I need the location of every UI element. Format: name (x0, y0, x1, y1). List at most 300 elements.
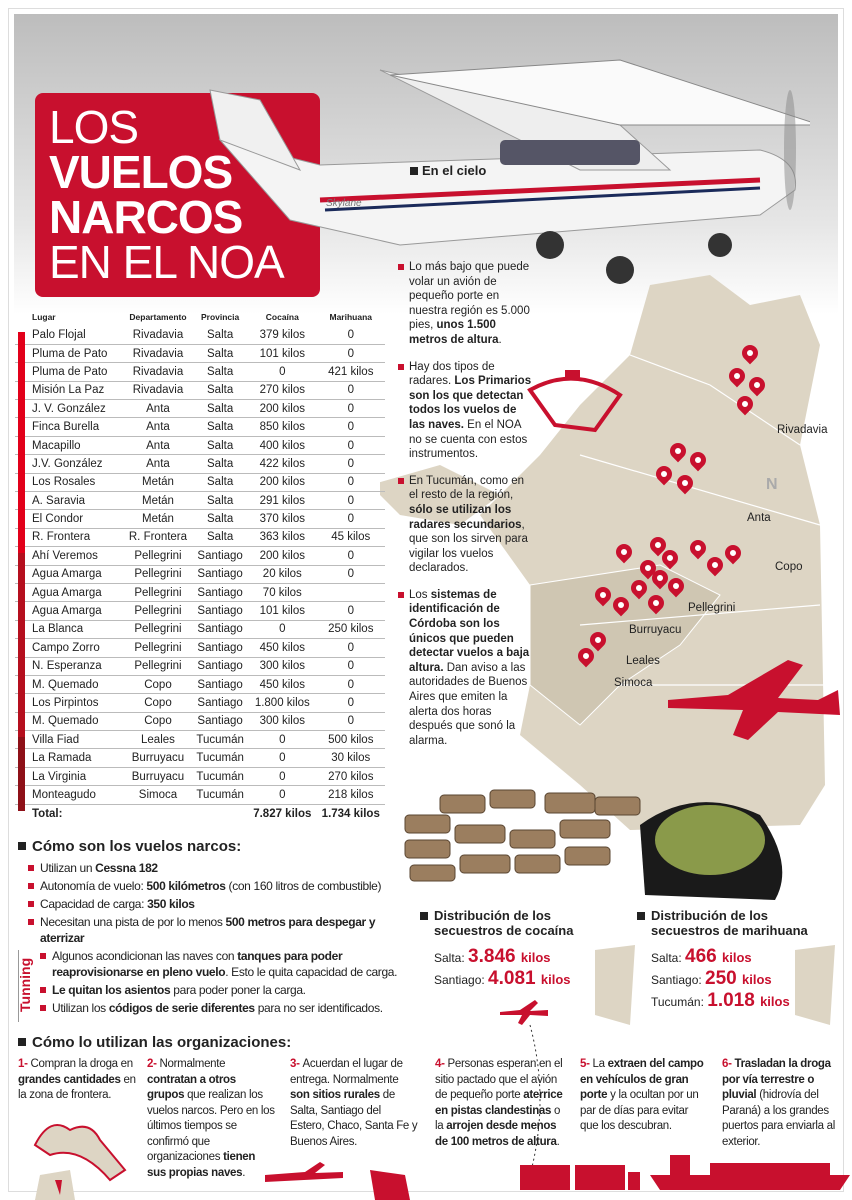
dist-title: Distribución de los secuestros de marihuana (651, 908, 808, 938)
table-row (15, 749, 385, 767)
table-row (15, 694, 385, 712)
table-cell: Salta (192, 400, 248, 418)
table-cell: Agua Amarga (15, 565, 124, 583)
table-cell: 291 kilos (248, 492, 316, 510)
table-cell: M. Quemado (15, 675, 124, 693)
table-cell: Finca Burella (15, 418, 124, 436)
table-cell: 0 (317, 381, 385, 399)
bullet-icon (28, 919, 34, 925)
table-header-row (15, 310, 385, 326)
table-cell: Santiago (192, 639, 248, 657)
table-cell: 200 kilos (248, 473, 316, 491)
text: Personas esperan en el sitio pactado que el avión de pequeño porte (435, 1058, 563, 1101)
table-row (15, 400, 385, 418)
bold-text: arrojen desde menos de 100 metros de altura (435, 1120, 557, 1148)
bold-text: 500 kilómetros (146, 879, 226, 893)
organization-step (722, 1057, 850, 1150)
table-row (15, 602, 385, 620)
table-cell: J. V. González (15, 400, 124, 418)
text: Los (409, 588, 431, 601)
text: Dan aviso a las autoridades de Buenos Aires que emiten la alerta dos horas después que sonó la alarma. (409, 661, 528, 747)
distribution-unit: kilos (520, 950, 551, 965)
map-label-burruyacu: Burruyacu (629, 624, 682, 636)
fact-item (398, 360, 533, 462)
table-cell: Pluma de Pato (15, 344, 124, 362)
table-cell: Copo (124, 675, 192, 693)
table-cell: Pellegrini (124, 583, 192, 601)
fact-item (398, 260, 533, 348)
text: . Esto le quita capacidad de carga. (225, 965, 398, 979)
table-cell: Ahí Veremos (15, 547, 124, 565)
bold-text: sistemas de identificación de Córdoba son los únicos que pueden detectar vuelos a baja altura. (409, 588, 530, 674)
table-cell: Santiago (192, 565, 248, 583)
table-row (15, 767, 385, 785)
text: en la zona de frontera. (18, 1073, 136, 1101)
map-label-simoca: Simoca (614, 677, 653, 689)
sky-label-text: En el cielo (422, 163, 487, 178)
distribution-label: Santiago: (434, 973, 489, 987)
map-label-leales: Leales (626, 655, 660, 667)
text: . (556, 1135, 560, 1148)
organizaciones-heading (18, 1034, 291, 1051)
table-cell: 0 (317, 473, 385, 491)
table-cell: 30 kilos (317, 749, 385, 767)
text: para poder poner la carga. (170, 983, 306, 997)
table-row (15, 786, 385, 804)
title-line: NARCOS (49, 191, 243, 243)
text: Algunos acondicionan las naves con (52, 949, 238, 963)
table-cell: Salta (192, 344, 248, 362)
table-row (15, 363, 385, 381)
fact-item (398, 474, 533, 576)
fact-item (398, 588, 533, 749)
table-cell: 500 kilos (317, 731, 385, 749)
distribution-label: Santiago: (651, 973, 706, 987)
table-cell: Agua Amarga (15, 583, 124, 601)
table-cell: 270 kilos (248, 381, 316, 399)
table-cell: Salta (192, 326, 248, 344)
text: La (592, 1058, 608, 1070)
table-cell: Macapillo (15, 436, 124, 454)
organization-step (580, 1057, 708, 1135)
table-row (15, 381, 385, 399)
bullet-icon (28, 865, 34, 871)
table-cell: Pellegrini (124, 620, 192, 638)
table-row (15, 657, 385, 675)
table-cell: Tucumán (192, 786, 248, 804)
table-cell: Anta (124, 455, 192, 473)
title-line: VUELOS (49, 146, 233, 198)
table-cell: M. Quemado (15, 712, 124, 730)
text: Utilizan los (52, 1001, 109, 1015)
table-cell: J.V. González (15, 455, 124, 473)
table-cell: Metán (124, 473, 192, 491)
table-cell: Tucumán (192, 749, 248, 767)
table-row (15, 492, 385, 510)
heading-text: Cómo lo utilizan las organizaciones: (32, 1034, 292, 1051)
table-cell: Villa Fiad (15, 731, 124, 749)
text: . (242, 1166, 246, 1179)
distribution-value: 4.081 (488, 968, 541, 989)
table-cell: Pellegrini (124, 602, 192, 620)
table-cell: Leales (124, 731, 192, 749)
table-cell: 300 kilos (248, 712, 316, 730)
table-cell: 70 kilos (248, 583, 316, 601)
table-row (15, 620, 385, 638)
table-cell: Anta (124, 418, 192, 436)
table-cell: Santiago (192, 583, 248, 601)
title-line: LOS (49, 101, 139, 153)
bullet-icon (40, 953, 46, 959)
table-cell: 200 kilos (248, 400, 316, 418)
heading-text: Cómo son los vuelos narcos: (32, 838, 242, 855)
table-cell: Salta (192, 492, 248, 510)
list-item (28, 860, 416, 876)
total-cell: 7.827 kilos (253, 807, 312, 820)
table-row (15, 436, 385, 454)
distribution-value: 3.846 (468, 946, 521, 967)
table-cell: Santiago (192, 547, 248, 565)
table-cell: 0 (317, 639, 385, 657)
table-cell: 0 (317, 418, 385, 436)
table-cell: La Ramada (15, 749, 124, 767)
step-number: 3- (290, 1058, 303, 1070)
table-cell: Campo Zorro (15, 639, 124, 657)
seizures-table (15, 310, 385, 823)
table-row (15, 344, 385, 362)
text: Normalmente (159, 1058, 226, 1070)
bold-text: Le quitan los asientos (52, 983, 171, 997)
table-row (15, 510, 385, 528)
table-cell: 218 kilos (317, 786, 385, 804)
table-cell: 20 kilos (248, 565, 316, 583)
table-cell: 101 kilos (248, 602, 316, 620)
text: Necesitan una pista de por lo menos (40, 915, 226, 929)
table-cell: 0 (248, 731, 316, 749)
table-cell: Salta (192, 528, 248, 546)
table-cell: 422 kilos (248, 455, 316, 473)
table-cell: Copo (124, 694, 192, 712)
table-cell: 0 (317, 712, 385, 730)
como-son-heading (18, 838, 241, 855)
table-cell: 250 kilos (317, 620, 385, 638)
bullet-icon (398, 264, 404, 270)
distribution-unit: kilos (540, 972, 571, 987)
table-cell: Salta (192, 418, 248, 436)
bold-text: sólo se utilizan los radares secundarios (409, 503, 522, 531)
table-cell: 0 (317, 694, 385, 712)
table-cell: Salta (192, 436, 248, 454)
table-cell: Pellegrini (124, 565, 192, 583)
table-cell: Agua Amarga (15, 602, 124, 620)
facts-list (398, 260, 533, 760)
organization-step (435, 1057, 563, 1150)
table-cell: 0 (248, 363, 316, 381)
bullet-icon (18, 1038, 26, 1046)
table-cell: Santiago (192, 675, 248, 693)
title-line: EN EL NOA (49, 236, 284, 288)
distribution-value: 250 (705, 968, 743, 989)
table-cell: Palo Flojal (15, 326, 124, 344)
table-cell: 400 kilos (248, 436, 316, 454)
table-row (15, 418, 385, 436)
table-cell: Misión La Paz (15, 381, 124, 399)
table-cell: Burruyacu (124, 767, 192, 785)
table-cell: 370 kilos (248, 510, 316, 528)
distribution-unit: kilos (742, 972, 772, 987)
step-number: 6- (722, 1058, 735, 1070)
step-number: 2- (147, 1058, 160, 1070)
table-cell: El Condor (15, 510, 124, 528)
table-cell: Tucumán (192, 731, 248, 749)
table-row (15, 712, 385, 730)
map-label-anta: Anta (747, 512, 771, 524)
plane-icon (265, 1160, 345, 1190)
table-cell: 0 (248, 767, 316, 785)
distribution-value: 1.018 (707, 990, 761, 1011)
table-cell: 0 (317, 657, 385, 675)
text: (con 160 litros de combustible) (225, 879, 382, 893)
table-cell: Rivadavia (124, 363, 192, 381)
text: En el NOA no se cuenta con estos instrumentos. (409, 418, 528, 461)
trucks-icon (520, 1160, 640, 1190)
organization-step (147, 1057, 275, 1181)
dist-title: Distribución de los secuestros de cocaína (434, 908, 574, 938)
table-cell: Santiago (192, 602, 248, 620)
bullet-icon (28, 901, 34, 907)
table-row (15, 473, 385, 491)
bullet-icon (398, 592, 404, 598)
province-silhouette (790, 945, 840, 1030)
distribution-label: Tucumán: (651, 995, 708, 1009)
list-item (40, 948, 415, 980)
bold-text: extraen del campo en vehículos de gran porte (580, 1058, 704, 1101)
bullet-icon (40, 987, 46, 993)
text: . (498, 333, 502, 346)
table-cell: 0 (317, 326, 385, 344)
table-cell: Pluma de Pato (15, 363, 124, 381)
table-cell: Rivadavia (124, 344, 192, 362)
table-cell (317, 583, 385, 601)
list-item (40, 982, 415, 998)
drug-packages-photo (395, 785, 795, 900)
table-cell: A. Saravia (15, 492, 124, 510)
total-cell: 1.734 kilos (321, 807, 380, 820)
text: que realizan los vuelos narcos. Pero en los últimos tiempos se confirmó que organizaciones (147, 1089, 275, 1163)
como-son-list (28, 860, 416, 948)
table-cell: Simoca (124, 786, 192, 804)
tunning-label: Tunning (17, 957, 33, 1012)
bold-text: grandes cantidades (18, 1073, 121, 1086)
text: En Tucumán, como en el resto de la región, (409, 474, 525, 502)
bullet-icon (637, 912, 645, 920)
bold-text: son sitios rurales (290, 1089, 380, 1101)
table-row (15, 675, 385, 693)
table-row (15, 326, 385, 344)
text: Capacidad de carga: (40, 897, 148, 911)
column-header: Lugar (32, 312, 56, 322)
text: , que son los sirven para vigilar los vuelos declarados. (409, 518, 528, 575)
table-cell: 0 (317, 602, 385, 620)
table-cell: Burruyacu (124, 749, 192, 767)
cargo-ship-icon (650, 1145, 850, 1190)
bold-text: tanques para poder reaprovisionarse en pleno vuelo (52, 949, 343, 979)
table-cell: 200 kilos (248, 547, 316, 565)
table-cell: 450 kilos (248, 639, 316, 657)
table-cell: Salta (192, 510, 248, 528)
bullet-icon (420, 912, 428, 920)
table-cell: 0 (317, 344, 385, 362)
table-cell: 379 kilos (248, 326, 316, 344)
text: Autonomía de vuelo: (40, 879, 147, 893)
distribution-label: Salta: (434, 951, 469, 965)
map-label-rivadavia: Rivadavia (777, 424, 828, 436)
map-label-copo: Copo (775, 561, 803, 573)
border-map-icon (30, 1115, 130, 1200)
distribution-unit: kilos (760, 994, 790, 1009)
table-cell: Santiago (192, 620, 248, 638)
table-cell: Anta (124, 436, 192, 454)
table-cell: 0 (317, 547, 385, 565)
list-item (40, 1000, 415, 1016)
text: Hay dos tipos de radares. (409, 360, 495, 388)
table-cell: 0 (317, 565, 385, 583)
table-cell: Salta (192, 363, 248, 381)
table-cell: 0 (248, 620, 316, 638)
table-row (15, 528, 385, 546)
bold-text: 350 kilos (147, 897, 195, 911)
table-cell: Salta (192, 455, 248, 473)
table-cell: 0 (317, 510, 385, 528)
table-cell: 0 (317, 492, 385, 510)
table-cell: Pellegrini (124, 639, 192, 657)
province-map-icon (365, 1170, 415, 1200)
organization-step (290, 1057, 418, 1150)
table-cell: 45 kilos (317, 528, 385, 546)
bullet-icon (18, 842, 26, 850)
table-cell: Pellegrini (124, 657, 192, 675)
list-item (28, 914, 416, 946)
table-cell: La Virginia (15, 767, 124, 785)
sky-label (410, 163, 486, 178)
plane-registration: Skylane (326, 198, 362, 209)
table-row (15, 583, 385, 601)
radar-icon (525, 370, 625, 440)
column-header: Departamento (129, 312, 187, 322)
bold-text: Los Primarios son los que detectan todos los vuelos de las naves. (409, 375, 532, 431)
step-number: 4- (435, 1058, 448, 1070)
list-item (28, 896, 416, 912)
table-cell: 363 kilos (248, 528, 316, 546)
column-header: Marihuana (329, 312, 373, 322)
bullet-icon (398, 478, 404, 484)
north-arrow-icon: N (766, 476, 778, 493)
table-cell: 101 kilos (248, 344, 316, 362)
province-silhouette (590, 945, 640, 1030)
total-cell: Total: (32, 807, 63, 820)
distribution-label: Salta: (651, 951, 686, 965)
bold-text: tienen sus propias naves (147, 1151, 256, 1179)
table-cell: R. Frontera (124, 528, 192, 546)
table-row (15, 639, 385, 657)
table-cell: Anta (124, 400, 192, 418)
table-cell: Salta (192, 381, 248, 399)
table-cell: 0 (248, 749, 316, 767)
table-cell: Metán (124, 510, 192, 528)
total-row (15, 804, 385, 822)
table-row (15, 455, 385, 473)
total-cell (192, 804, 248, 822)
table-cell: 0 (317, 400, 385, 418)
table-cell: Monteagudo (15, 786, 124, 804)
tunning-list (40, 948, 415, 1018)
step-number: 5- (580, 1058, 593, 1070)
table-cell: 0 (317, 675, 385, 693)
text: Utilizan un (40, 861, 96, 875)
bold-text: Cessna 182 (95, 861, 158, 875)
text: Compran la droga en (30, 1058, 133, 1070)
table-cell: 421 kilos (317, 363, 385, 381)
organization-step (18, 1057, 146, 1104)
distribution-value: 466 (685, 946, 723, 967)
text: (hidrovía del Paraná) a los grandes puertos para enviarla al exterior. (722, 1089, 835, 1148)
table-cell: Copo (124, 712, 192, 730)
total-cell (124, 804, 192, 822)
table-row (15, 547, 385, 565)
bold-text: Trasladan la droga por vía terrestre o pluvial (722, 1058, 831, 1101)
table-cell: 1.800 kilos (248, 694, 316, 712)
table-cell: 0 (317, 436, 385, 454)
text: o la (435, 1104, 561, 1132)
table-cell: Rivadavia (124, 326, 192, 344)
table-cell: Los Rosales (15, 473, 124, 491)
text: Lo más bajo que puede volar un avión de pequeño porte en nuestra región es 5.000 pies, (409, 261, 530, 332)
table-cell: Rivadavia (124, 381, 192, 399)
table-cell: N. Esperanza (15, 657, 124, 675)
column-header: Provincia (200, 312, 240, 322)
table-cell: 270 kilos (317, 767, 385, 785)
table-cell: R. Frontera (15, 528, 124, 546)
text: y la ocultan por un par de días para evitar que los descubran. (580, 1089, 699, 1132)
bullet-icon (40, 1005, 46, 1011)
table-row (15, 731, 385, 749)
bold-text: contratan a otros grupos (147, 1073, 236, 1101)
bullet-icon (28, 883, 34, 889)
table-cell: 0 (317, 455, 385, 473)
text: de Salta, Santiago del Estero, Chaco, Santa Fe y Buenos Aires. (290, 1089, 418, 1148)
bold-text: aterrice en pistas clandestinas (435, 1089, 563, 1117)
list-item (28, 878, 416, 894)
table-cell: Tucumán (192, 767, 248, 785)
bold-text: unos 1.500 metros de altura (409, 319, 499, 346)
map-label-pellegrini: Pellegrini (688, 602, 736, 614)
column-header: Cocaína (265, 312, 299, 322)
table-cell: Santiago (192, 694, 248, 712)
red-plane-icon (668, 660, 843, 740)
table-cell: Salta (192, 473, 248, 491)
step-number: 1- (18, 1058, 31, 1070)
table-cell: 450 kilos (248, 675, 316, 693)
bold-text: 500 metros para despegar y aterrizar (40, 915, 376, 945)
table-cell: 850 kilos (248, 418, 316, 436)
bold-text: códigos de serie diferentes (108, 1001, 255, 1015)
table-cell: La Blanca (15, 620, 124, 638)
table-cell: Pellegrini (124, 547, 192, 565)
table-cell: 300 kilos (248, 657, 316, 675)
table-cell: Santiago (192, 712, 248, 730)
bullet-icon (398, 364, 404, 370)
table-cell: Metán (124, 492, 192, 510)
